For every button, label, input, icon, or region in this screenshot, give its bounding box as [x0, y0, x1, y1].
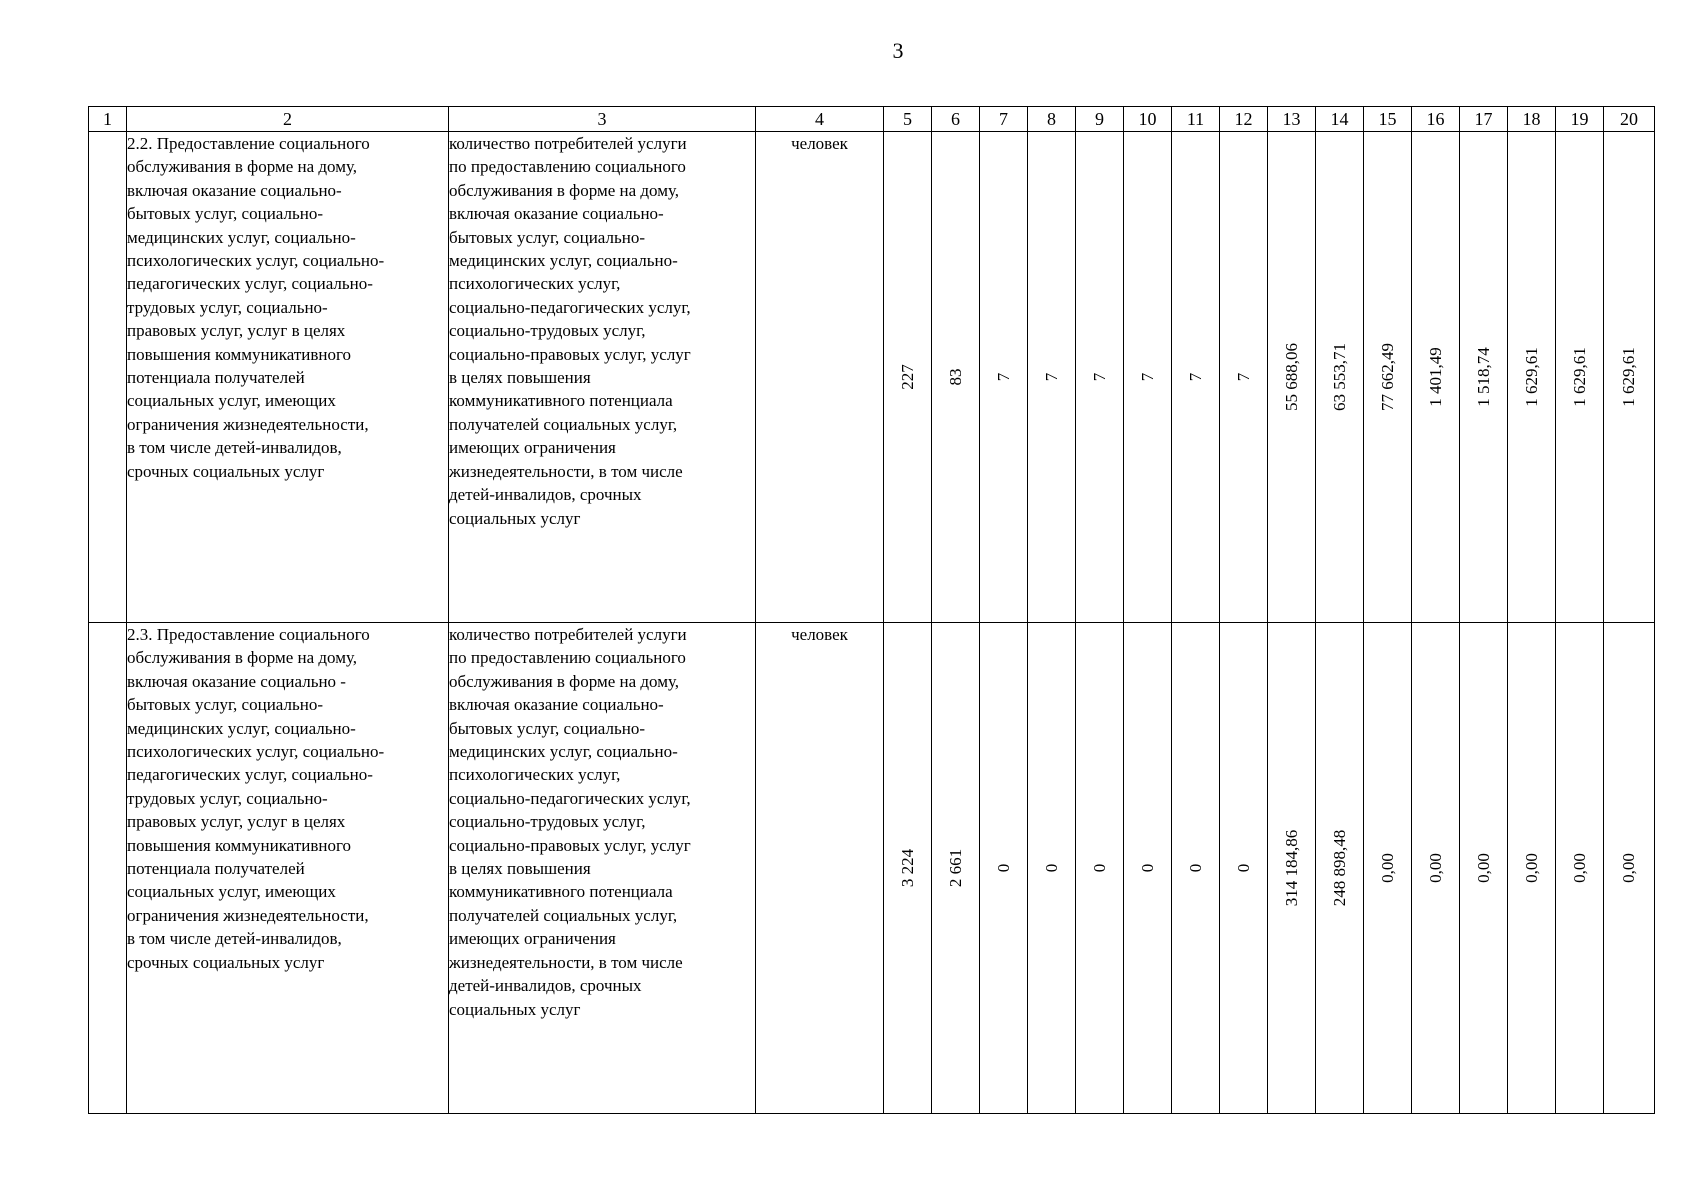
- value-text: 63 553,71: [1329, 343, 1349, 411]
- value-cell: [932, 132, 980, 623]
- value-text: 1 629,61: [1569, 347, 1589, 407]
- value-cell: [1604, 623, 1655, 1114]
- value-cell: [1316, 623, 1364, 1114]
- value-cell: [884, 623, 932, 1114]
- value-cell: [1556, 132, 1604, 623]
- value-text: 0,00: [1521, 853, 1541, 883]
- value-cell: [980, 132, 1028, 623]
- value-cell: [1220, 623, 1268, 1114]
- value-text: 7: [1185, 372, 1205, 382]
- value-text: 248 898,48: [1329, 829, 1349, 907]
- value-cell: [1508, 623, 1556, 1114]
- header-cell: 12: [1220, 107, 1268, 132]
- unit-cell: человек: [756, 623, 884, 1114]
- value-text: 0: [1137, 863, 1157, 873]
- service-name-cell: 2.3. Предоставление социального обслуживания в форме на дому, включая оказание социально - бытовых услуг, социально- медицинских услуг, социально- психологических услуг, социально- педагогических услуг, социально- трудовых услуг, социально- правовых услуг, услуг в целях повышения коммуникативного потенциала получателей социальных услуг, имеющих ограничения жизнедеятельности, в том числе детей-инвалидов, срочных социальных услуг: [127, 623, 449, 1114]
- value-cell: [884, 132, 932, 623]
- value-text: 1 629,61: [1619, 347, 1638, 407]
- header-row: [89, 107, 1655, 132]
- header-cell: 1: [89, 107, 127, 132]
- header-cell: 5: [884, 107, 932, 132]
- value-text: 1 518,74: [1473, 347, 1493, 407]
- header-cell: 7: [980, 107, 1028, 132]
- header-cell: 8: [1028, 107, 1076, 132]
- header-cell: 11: [1172, 107, 1220, 132]
- value-text: 1 401,49: [1425, 347, 1445, 407]
- value-cell: [1076, 623, 1124, 1114]
- value-text: 0: [1233, 863, 1253, 873]
- value-text: 227: [897, 364, 917, 390]
- value-text: 2 661: [945, 848, 965, 888]
- header-cell: 13: [1268, 107, 1316, 132]
- header-cell: 9: [1076, 107, 1124, 132]
- value-cell: [1172, 623, 1220, 1114]
- value-text: 0: [993, 863, 1013, 873]
- value-text: 0,00: [1425, 853, 1445, 883]
- value-text: 7: [1233, 372, 1253, 382]
- value-cell: [1556, 623, 1604, 1114]
- header-cell: 10: [1124, 107, 1172, 132]
- value-cell: [1604, 132, 1655, 623]
- unit-cell: человек: [756, 132, 884, 623]
- value-text: 7: [1041, 372, 1061, 382]
- header-cell: 2: [127, 107, 449, 132]
- value-text: 0,00: [1377, 853, 1397, 883]
- value-text: 77 662,49: [1377, 343, 1397, 411]
- header-cell: 17: [1460, 107, 1508, 132]
- value-cell: [1268, 132, 1316, 623]
- value-cell: [1028, 132, 1076, 623]
- value-cell: [1460, 623, 1508, 1114]
- value-cell: [1076, 132, 1124, 623]
- value-cell: [980, 623, 1028, 1114]
- table-row: [89, 623, 1655, 1114]
- value-cell: [1460, 132, 1508, 623]
- value-text: 314 184,86: [1281, 829, 1301, 907]
- indicator-cell: количество потребителей услуги по предоставлению социального обслуживания в форме на дому, включая оказание социально- бытовых услуг, социально- медицинских услуг, социально- психологических услуг, социально-педагогических услуг, социально-трудовых услуг, социально-правовых услуг, услуг в целях повышения коммуникативного потенциала получателей социальных услуг, имеющих ограничения жизнедеятельности, в том числе детей-инвалидов, срочных социальных услуг: [449, 623, 756, 1114]
- value-cell: [1028, 623, 1076, 1114]
- value-cell: [1364, 132, 1412, 623]
- value-text: 0: [1041, 863, 1061, 873]
- value-cell: [1268, 623, 1316, 1114]
- value-text: 0,00: [1619, 853, 1638, 883]
- row-index-cell: [89, 132, 127, 623]
- table-row: [89, 132, 1655, 623]
- value-cell: [1124, 132, 1172, 623]
- header-cell: 6: [932, 107, 980, 132]
- service-name-cell: 2.2. Предоставление социального обслуживания в форме на дому, включая оказание социально- бытовых услуг, социально- медицинских услуг, социально- психологических услуг, социально- педагогических услуг, социально- трудовых услуг, социально- правовых услуг, услуг в целях повышения коммуникативного потенциала получателей социальных услуг, имеющих ограничения жизнедеятельности, в том числе детей-инвалидов, срочных социальных услуг: [127, 132, 449, 623]
- value-text: 7: [1137, 372, 1157, 382]
- data-table: [88, 106, 1655, 1114]
- header-cell: 19: [1556, 107, 1604, 132]
- header-cell: 18: [1508, 107, 1556, 132]
- value-text: 3 224: [897, 848, 917, 888]
- value-cell: [1412, 132, 1460, 623]
- value-cell: [1364, 623, 1412, 1114]
- header-cell: 14: [1316, 107, 1364, 132]
- value-cell: [1508, 132, 1556, 623]
- header-cell: 3: [449, 107, 756, 132]
- value-text: 0,00: [1569, 853, 1589, 883]
- header-cell: 4: [756, 107, 884, 132]
- row-index-cell: [89, 623, 127, 1114]
- value-cell: [1172, 132, 1220, 623]
- value-cell: [932, 623, 980, 1114]
- value-text: 0: [1185, 863, 1205, 873]
- value-cell: [1412, 623, 1460, 1114]
- header-cell: 15: [1364, 107, 1412, 132]
- value-cell: [1316, 132, 1364, 623]
- value-text: 0,00: [1473, 853, 1493, 883]
- value-text: 7: [1089, 372, 1109, 382]
- value-text: 7: [993, 372, 1013, 382]
- value-text: 0: [1089, 863, 1109, 873]
- value-text: 55 688,06: [1281, 343, 1301, 411]
- header-cell: 16: [1412, 107, 1460, 132]
- value-cell: [1220, 132, 1268, 623]
- header-cell: 20: [1604, 107, 1655, 132]
- value-text: 1 629,61: [1521, 347, 1541, 407]
- page-number: 3: [892, 38, 904, 63]
- value-cell: [1124, 623, 1172, 1114]
- value-text: 83: [945, 368, 965, 386]
- indicator-cell: количество потребителей услуги по предоставлению социального обслуживания в форме на дому, включая оказание социально- бытовых услуг, социально- медицинских услуг, социально- психологических услуг, социально-педагогических услуг, социально-трудовых услуг, социально-правовых услуг, услуг в целях повышения коммуникативного потенциала получателей социальных услуг, имеющих ограничения жизнедеятельности, в том числе детей-инвалидов, срочных социальных услуг: [449, 132, 756, 623]
